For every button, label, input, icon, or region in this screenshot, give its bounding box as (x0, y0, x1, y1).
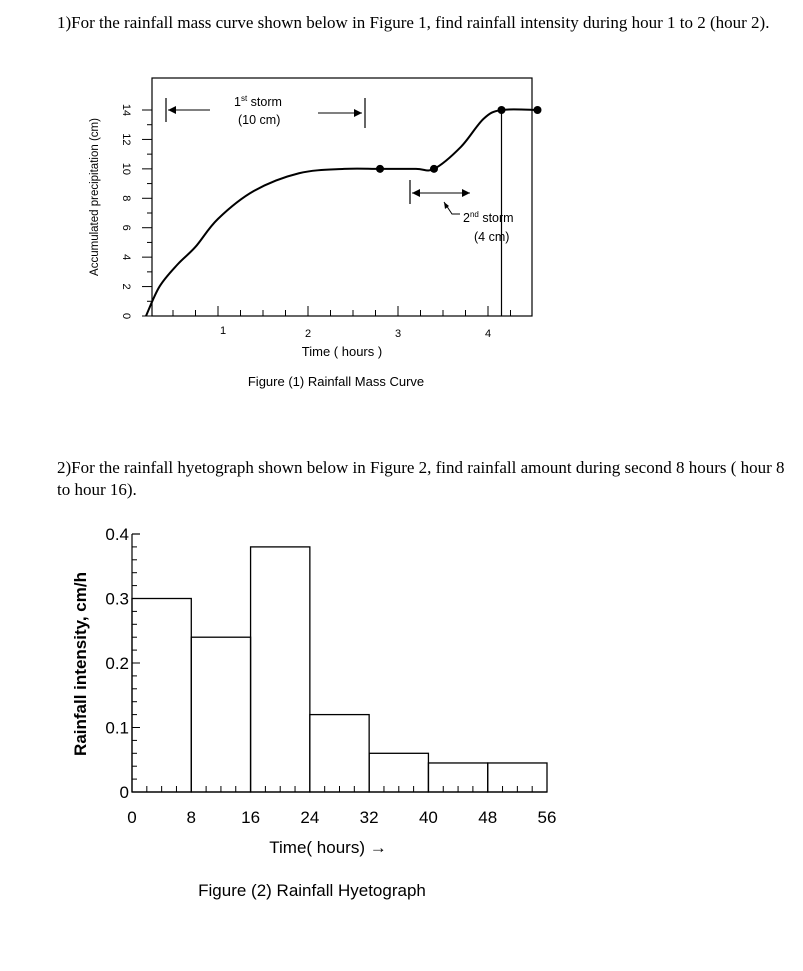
x-tick-label: 48 (478, 808, 498, 827)
x-tick-label: 1 (219, 325, 227, 337)
storm2-label-sup: nd (469, 210, 479, 219)
storm1-right-arrowhead (354, 109, 362, 117)
y-tick-label: 0.2 (105, 654, 129, 673)
x-tick-label: 8 (186, 808, 197, 827)
y-tick-label: 12 (120, 133, 132, 146)
figure-2-caption: Figure (2) Rainfall Hyetograph (198, 881, 426, 900)
y-tick-label: 6 (120, 224, 132, 231)
question-2: 2)For the rainfall hyetograph shown below in Figure 2, find rainfall amount during second 8 hours ( hour 8 to hour 16). (57, 458, 785, 499)
x-tick-label: 0 (127, 808, 137, 827)
y-axis-label: Accumulated precipitation (cm) (89, 118, 101, 276)
hyetograph-bar (310, 715, 369, 792)
storm1-label-base: 1 (234, 95, 241, 109)
hyetograph-bar (251, 547, 310, 792)
storm1-label-sup: st (240, 94, 248, 103)
storm2-amount: (4 cm) (474, 230, 510, 244)
y-tick-label: 2 (120, 283, 132, 290)
hyetograph-bar (191, 637, 250, 792)
storm2-left-arrowhead (412, 189, 420, 197)
figure-1-caption: Figure (1) Rainfall Mass Curve (247, 374, 425, 389)
x-tick-label: 16 (241, 808, 261, 827)
x-axis-label: Time ( hours ) (301, 344, 383, 359)
hyetograph-bar (428, 763, 487, 792)
storm2-pointer (444, 202, 460, 214)
storm1-amount: (10 cm) (238, 113, 281, 127)
storm2-label (463, 210, 514, 225)
y-tick-label: 10 (120, 162, 132, 175)
storm2-label-base: 2 (463, 211, 470, 225)
storm1-label (234, 94, 282, 109)
x-tick-label: 2 (304, 328, 312, 340)
storm1-left-arrowhead (168, 106, 176, 114)
hyetograph-bar (132, 599, 191, 793)
y-tick-label: 0 (120, 312, 132, 320)
figure-1-mass-curve (0, 0, 803, 440)
y-axis-label: Rainfall intensity, cm/h (71, 572, 90, 756)
y-tick-label: 8 (120, 195, 132, 202)
y-tick-label: 0.1 (105, 718, 129, 738)
x-axis-label: Time( hours) → (269, 838, 387, 857)
curve-point (376, 165, 384, 173)
storm2-right-arrowhead (462, 189, 470, 197)
curve-point (430, 165, 438, 173)
y-tick-label: 0.4 (105, 525, 129, 544)
curve-point (534, 106, 542, 114)
plot-frame (152, 78, 532, 316)
x-tick-label: 24 (300, 808, 320, 827)
x-tick-label: 40 (418, 808, 438, 827)
y-tick-label: 14 (120, 103, 132, 117)
x-tick-label: 3 (394, 328, 402, 340)
hyetograph-bar (488, 763, 547, 792)
y-tick-label: 4 (120, 254, 132, 261)
storm1-label-word: storm (247, 95, 282, 109)
x-tick-label: 32 (359, 808, 379, 827)
y-tick-label: 0.3 (105, 589, 129, 609)
y-tick-label: 0 (119, 783, 129, 802)
question-1: 1)For the rainfall mass curve shown below in Figure 1, find rainfall intensity during hour 1 to 2 (hour 2). (57, 13, 770, 32)
hyetograph-bar (369, 753, 428, 792)
x-tick-label: 4 (484, 328, 492, 340)
storm2-label-word: storm (478, 211, 514, 225)
x-tick-label: 56 (537, 808, 557, 827)
